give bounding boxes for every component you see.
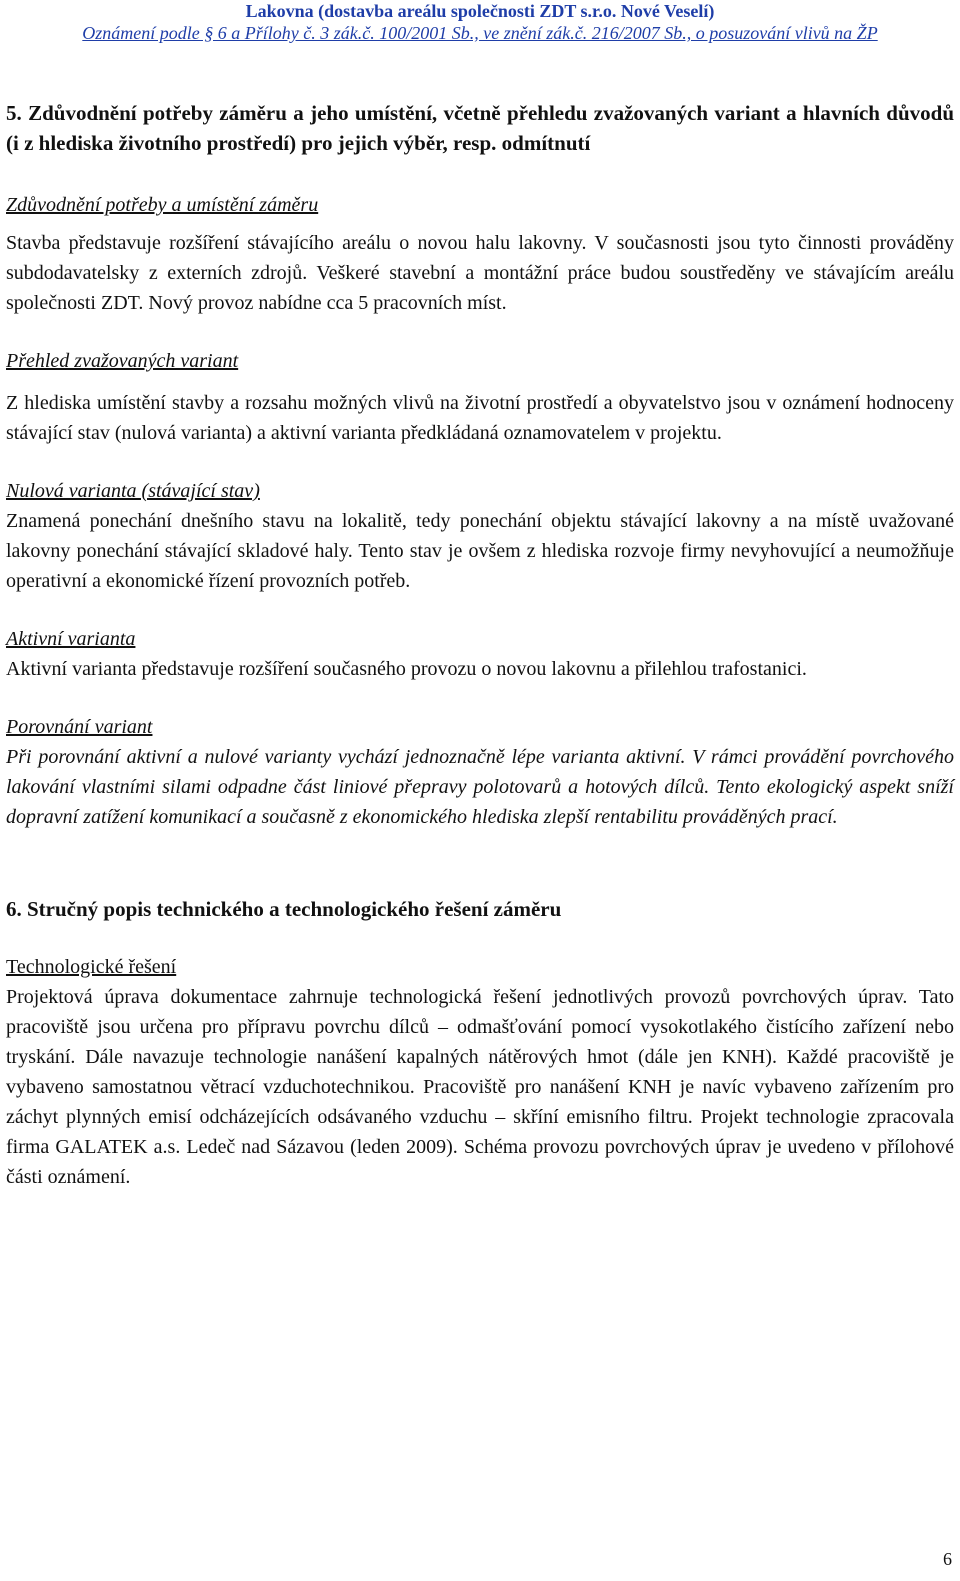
document-subtitle: Oznámení podle § 6 a Přílohy č. 3 zák.č. 100/2001 Sb., ve znění zák.č. 216/2007 Sb., o posuzování vlivů na ŽP <box>82 23 878 43</box>
section-5-heading: 5. Zdůvodnění potřeby záměru a jeho umístění, včetně přehledu zvažovaných variant a hlavních důvodů (i z hlediska životního prostředí) pro jejich výběr, resp. odmítnutí <box>6 101 954 155</box>
active-variant-paragraph: Aktivní varianta představuje rozšíření současného provozu o novou lakovnu a přilehlou trafostanici. <box>6 658 807 680</box>
justification-paragraph: Stavba představuje rozšíření stávajícího areálu o novou halu lakovny. V současnosti jsou tyto činnosti prováděny subdodavatelsky z externích zdrojů. Veškeré stavební a montážní práce budou soustředěny ve stávajícím areálu společnosti ZDT. Nový provoz nabídne cca 5 pracovních míst. <box>6 232 954 314</box>
page-content <box>6 98 954 1192</box>
justification-heading: Zdůvodnění potřeby a umístění záměru <box>6 194 319 216</box>
technology-paragraph: Projektová úprava dokumentace zahrnuje technologická řešení jednotlivých provozů povrchových úprav. Tato pracoviště jsou určena pro přípravu povrchu dílců – odmašťování pomocí vysokotlakého čistícího zařízení nebo tryskání. Dále navazuje technologie nanášení kapalných nátěrových hmot (dále jen KNH). Každé pracoviště je vybaveno samostatnou větrací vzduchotechnikou. Pracoviště pro nanášení KNH je navíc vybaveno zařízením pro záchyt plynných emisí odcházejících odsávaného vzduchu – skříní emisního filtru. Projekt technologie zpracovala firma GALATEK a.s. Ledeč nad Sázavou (leden 2009). Schéma provozu povrchových úprav je uvedeno v přílohové části oznámení. <box>6 986 954 1188</box>
variants-overview-heading: Přehled zvažovaných variant <box>6 350 239 372</box>
page-number: 6 <box>943 1549 952 1569</box>
variants-overview-paragraph: Z hlediska umístění stavby a rozsahu možných vlivů na životní prostředí a obyvatelstvo jsou v oznámení hodnoceny stávající stav (nulová varianta) a aktivní varianta předkládaná oznamovatelem v projektu. <box>6 392 954 444</box>
comparison-heading: Porovnání variant <box>6 716 153 738</box>
comparison-paragraph: Při porovnání aktivní a nulové varianty vychází jednoznačně lépe varianta aktivní. V rámci provádění povrchového lakování vlastními silami odpadne část liniové přepravy polotovarů a hotových dílců. Tento ekologický aspekt sníží dopravní zatížení komunikací a současně z ekonomického hlediska zlepší rentabilitu prováděných prací. <box>6 746 954 828</box>
zero-variant-heading: Nulová varianta (stávající stav) <box>6 480 260 502</box>
running-header <box>0 0 960 44</box>
active-variant-heading: Aktivní varianta <box>6 628 136 650</box>
technology-heading: Technologické řešení <box>6 956 177 978</box>
document-title: Lakovna (dostavba areálu společnosti ZDT s.r.o. Nové Veselí) <box>245 1 715 21</box>
section-6-heading: 6. Stručný popis technického a technologického řešení záměru <box>6 897 562 921</box>
zero-variant-paragraph: Znamená ponechání dnešního stavu na lokalitě, tedy ponechání objektu stávající lakovny a na místě uvažované lakovny ponechání stávající skladové haly. Tento stav je ovšem z hlediska rozvoje firmy nevyhovující a neumožňuje operativní a ekonomické řízení provozních potřeb. <box>6 510 954 592</box>
